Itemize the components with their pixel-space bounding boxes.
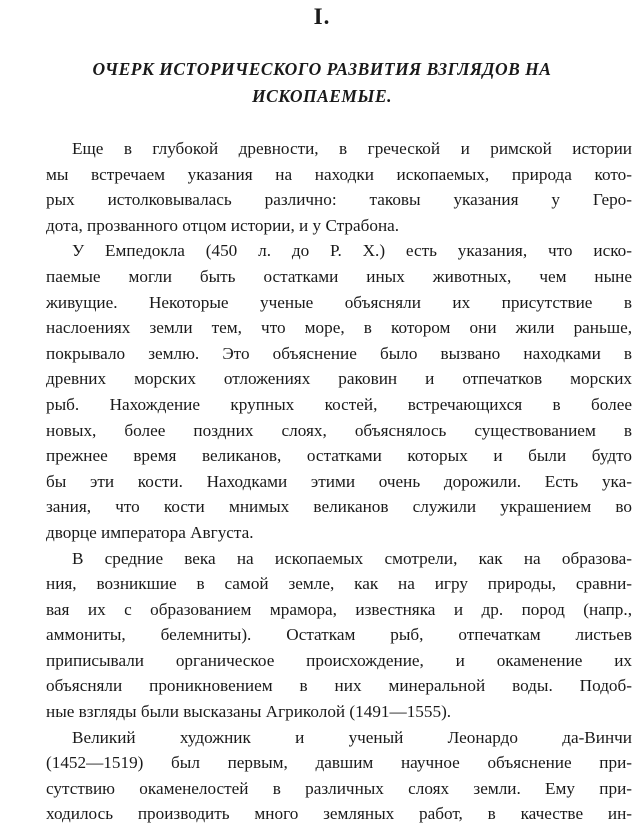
text-line: покрывало землю. Это объяснение было вызвано находками в xyxy=(46,343,632,363)
text-line: объясняли проникновением в них минеральной воды. Подоб- xyxy=(46,676,632,696)
text-line: У Емпедокла (450 л. до Р. Х.) есть указания, что иско- xyxy=(72,241,632,261)
text-line: древних морских отложениях раковин и отпечатков морских xyxy=(46,369,632,389)
text-line: дворце императора Августа. xyxy=(46,522,254,542)
text-line: Великий художник и ученый Леонардо да-Винчи xyxy=(72,727,632,747)
text-line: приписывали органическое происхождение, и окаменение их xyxy=(46,650,632,670)
text-line: ния, возникшие в самой земле, как на игру природы, сравни- xyxy=(46,574,632,594)
text-line: живущие. Некоторые ученые объясняли их присутствие в xyxy=(46,292,632,312)
text-line: (1452—1519) был первым, давшим научное объяснение при- xyxy=(46,753,632,773)
text-line: сутствию окаменелостей в различных слоях земли. Ему при- xyxy=(46,778,632,798)
text-line: дота, прозванного отцом истории, и у Страбона. xyxy=(46,215,400,235)
paragraph-1 xyxy=(46,136,632,238)
text-line: наслоениях земли тем, что море, в котором они жили раньше, xyxy=(46,318,632,338)
text-line: аммониты, белемниты). Остаткам рыб, отпечаткам листьев xyxy=(46,625,632,645)
text-line: новых, более поздних слоях, объяснялось существованием в xyxy=(46,420,632,440)
text-line: В средние века на ископаемых смотрели, как на образова- xyxy=(72,548,632,568)
body-text xyxy=(46,136,632,827)
chapter-title-line-2: ИСКОПАЕМЫЕ. xyxy=(252,86,392,106)
text-line: Еще в глубокой древности, в греческой и римской истории xyxy=(72,139,632,158)
text-line: ходилось производить много земляных работ, в качестве ин- xyxy=(46,804,632,824)
paragraph-3 xyxy=(46,546,632,725)
text-line: паемые могли быть остатками иных животных, чем ныне xyxy=(46,266,632,286)
text-line: ные взгляды были высказаны Агриколой (1491—1555). xyxy=(46,702,452,722)
paragraph-4 xyxy=(46,725,632,827)
chapter-title-line-1: ОЧЕРК ИСТОРИЧЕСКОГО РАЗВИТИЯ ВЗГЛЯДОВ НА xyxy=(92,59,552,79)
text-line: прежнее время великанов, остатками которых и были будто xyxy=(46,446,632,466)
paragraph-2 xyxy=(46,238,632,545)
text-line: мы встречаем указания на находки ископаемых, природа кото- xyxy=(46,164,632,184)
text-line: рыб. Нахождение крупных костей, встречающихся в более xyxy=(46,394,632,414)
chapter-title xyxy=(30,56,614,110)
text-line: вая их с образованием мрамора, известняка и др. пород (напр., xyxy=(46,599,632,619)
text-line: рых истолковывалась различно: таковы указания у Геро- xyxy=(46,190,632,210)
chapter-number: I. xyxy=(313,4,331,29)
text-line: зания, что кости мнимых великанов служили украшением во xyxy=(46,497,632,517)
text-line: бы эти кости. Находками этими очень дорожили. Есть ука- xyxy=(46,471,632,491)
